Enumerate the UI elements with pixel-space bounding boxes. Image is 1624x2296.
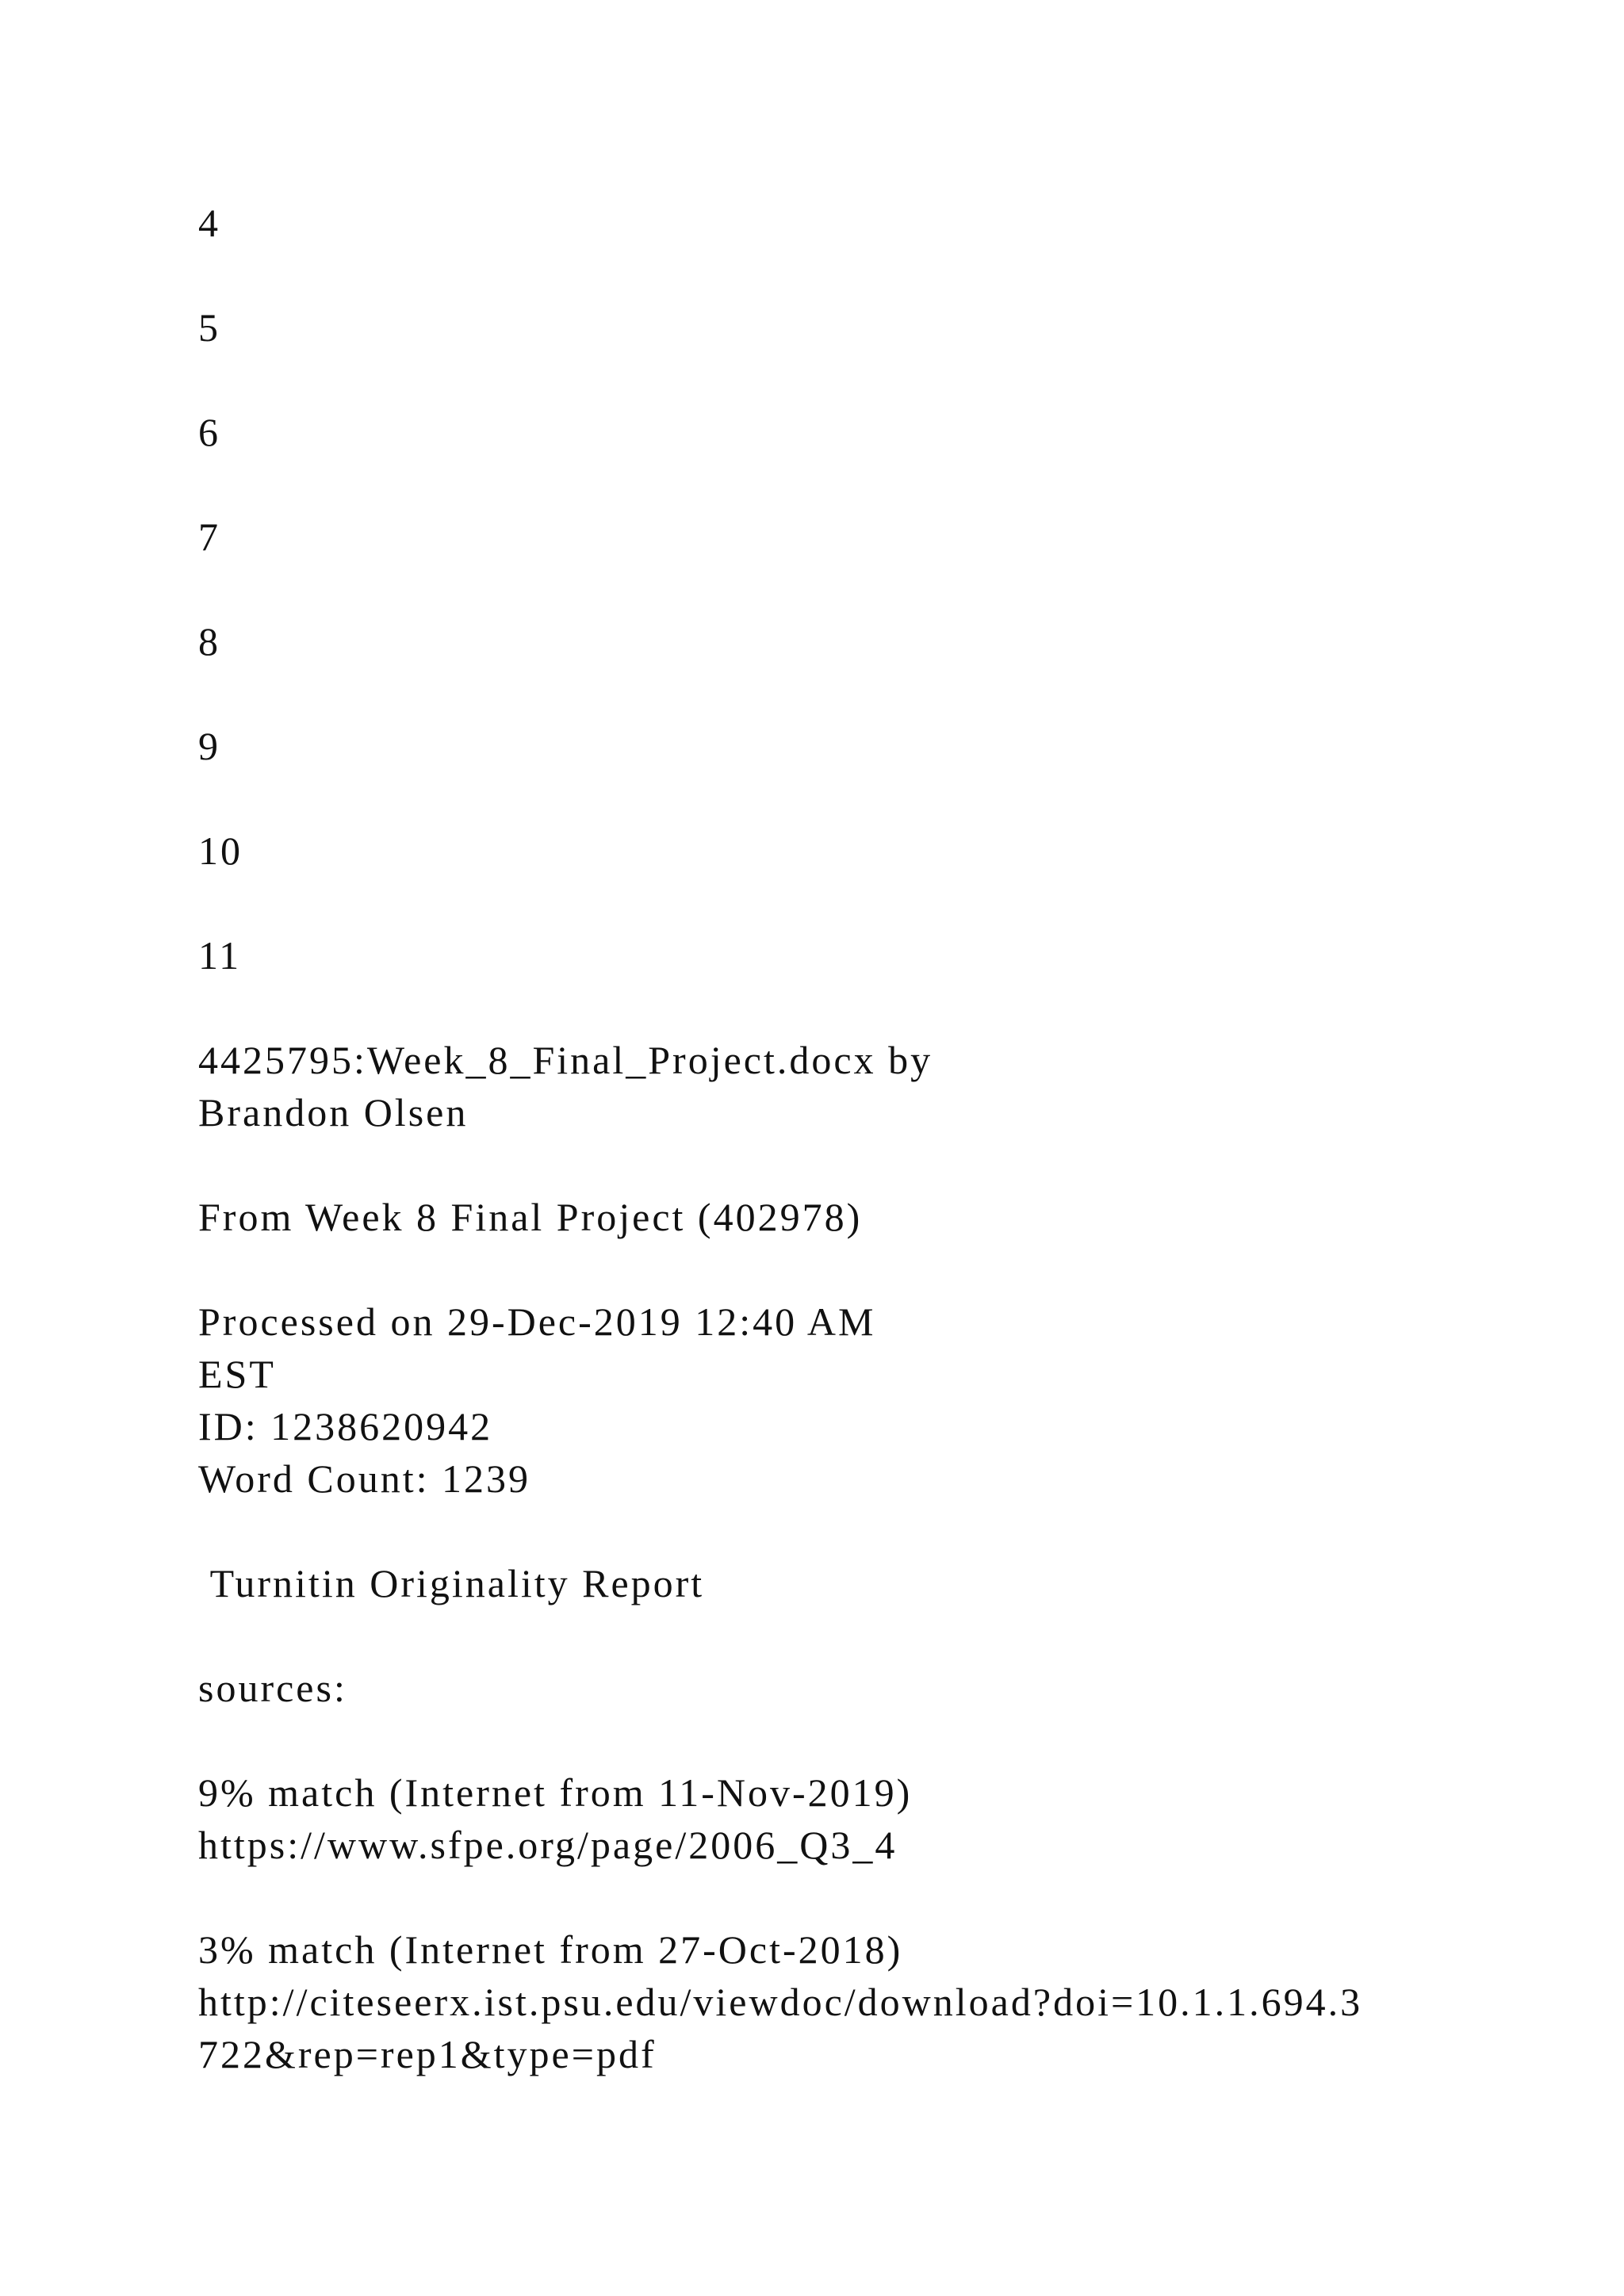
line-number-6: 6	[198, 410, 220, 454]
file-title: 4425795:Week_8_Final_Project.docx by	[198, 1038, 933, 1082]
author-name: Brandon Olsen	[198, 1090, 469, 1135]
source-2-url[interactable]: http://citeseerx.ist.psu.edu/viewdoc/download?doi=10.1.1.694.3	[198, 1980, 1363, 2024]
line-number-7: 7	[198, 515, 220, 559]
line-number-10: 10	[198, 828, 243, 873]
line-number-11: 11	[198, 933, 242, 978]
line-number-5: 5	[198, 305, 220, 350]
sources-label: sources:	[198, 1666, 347, 1710]
word-count: Word Count: 1239	[198, 1456, 530, 1501]
source-1-url[interactable]: https://www.sfpe.org/page/2006_Q3_4	[198, 1823, 898, 1867]
line-number-4: 4	[198, 201, 220, 245]
submission-id: ID: 1238620942	[198, 1404, 493, 1448]
report-heading: Turnitin Originality Report	[198, 1561, 705, 1605]
processed-timezone: EST	[198, 1352, 276, 1396]
source-1-match: 9% match (Internet from 11-Nov-2019)	[198, 1770, 913, 1815]
source-2-match: 3% match (Internet from 27-Oct-2018)	[198, 1927, 903, 1972]
line-number-8: 8	[198, 619, 220, 664]
processed-date: Processed on 29-Dec-2019 12:40 AM	[198, 1299, 876, 1344]
line-number-9: 9	[198, 724, 220, 768]
assignment-source: From Week 8 Final Project (402978)	[198, 1195, 863, 1239]
source-2-url-continued[interactable]: 722&rep=rep1&type=pdf	[198, 2032, 657, 2076]
